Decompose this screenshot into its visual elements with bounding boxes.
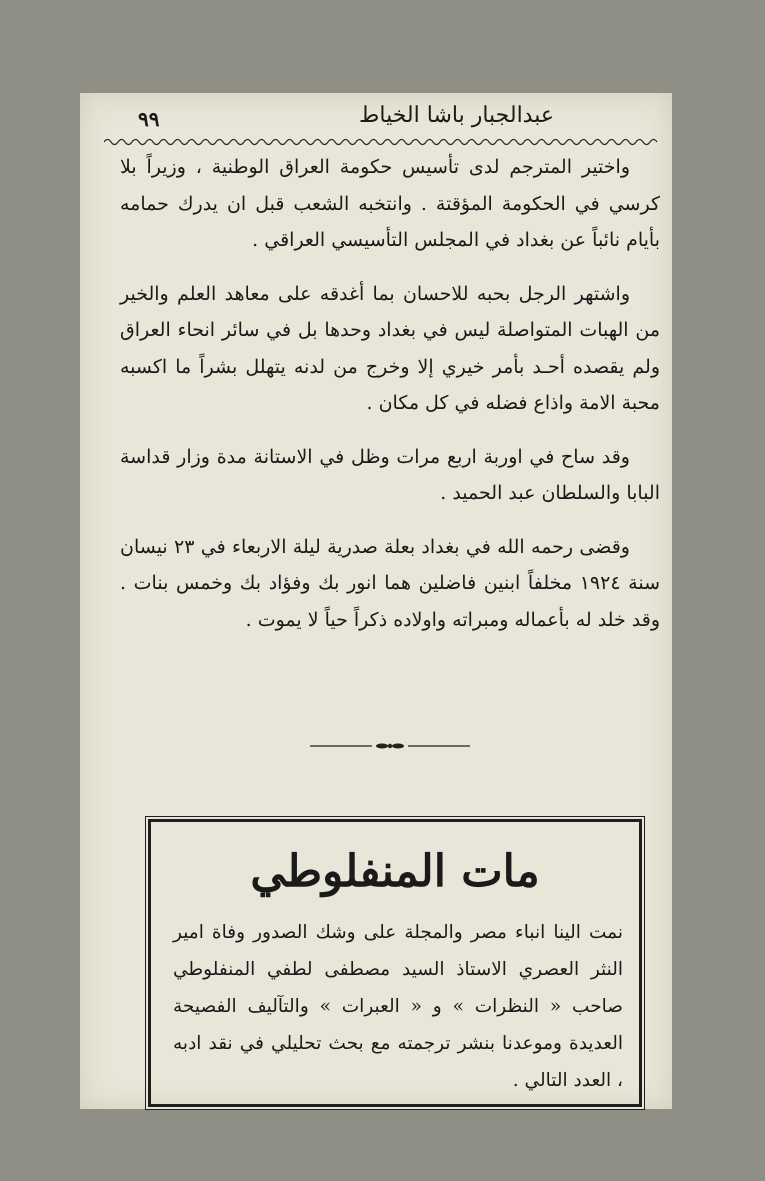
paragraph: وقد ساح في اوربة اربع مرات وظل في الاستانة مدة وزار قداسة البابا والسلطان عبد الحميد . bbox=[120, 445, 660, 504]
obituary-notice-box bbox=[148, 819, 642, 1107]
article-body bbox=[120, 149, 660, 655]
paragraph: واختير المترجم لدى تأسيس حكومة العراق الوطنية ، وزيراً بلا كرسي في الحكومة المؤقتة . وانتخبه الشعب قبل ان يدرك حمامه بأيام نائباً عن بغداد في المجلس التأسيسي العراقي . bbox=[120, 156, 660, 251]
notice-text: نمت الينا انباء مصر والمجلة على وشك الصدور وفاة امير النثر العصري الاستاذ السيد مصطفى لطفي المنفلوطي صاحب « النظرات » و « العبرات » والتآليف الفصيحة العديدة وموعدنا بنشر ترجمته مع بحث تحليلي في نقد ادبه ، العدد التالي . bbox=[173, 922, 623, 1091]
wavy-header-rule bbox=[104, 137, 659, 147]
paragraph: وقضى رحمه الله في بغداد بعلة صدرية ليلة الاربعاء في ٢٣ نيسان سنة ١٩٢٤ مخلفاً ابنين فاضلين هما انور بك وفؤاد بك وخمس بنات . وقد خلد له بأعماله ومبراته واولاده ذكراً حياً لا يموت . bbox=[120, 535, 661, 631]
journal-page bbox=[80, 93, 672, 1109]
page-header bbox=[80, 93, 672, 137]
running-title: عبدالجبار باشا الخياط bbox=[359, 103, 554, 128]
section-separator bbox=[310, 742, 470, 750]
notice-heading: مات المنفلوطي bbox=[250, 846, 540, 897]
page-number: ٩٩ bbox=[138, 107, 160, 131]
paragraph: واشتهر الرجل بحبه للاحسان بما أغدقه على معاهد العلم والخير من الهبات المتواصلة ليس في بغداد وحدها بل في سائر انحاء العراق ولم يقصده أحـد بأمر خيري إلا وخرج من لدنه يتهلل بشراً ما اكسبه محبة الامة واذاع فضله في كل مكان . bbox=[120, 282, 660, 414]
